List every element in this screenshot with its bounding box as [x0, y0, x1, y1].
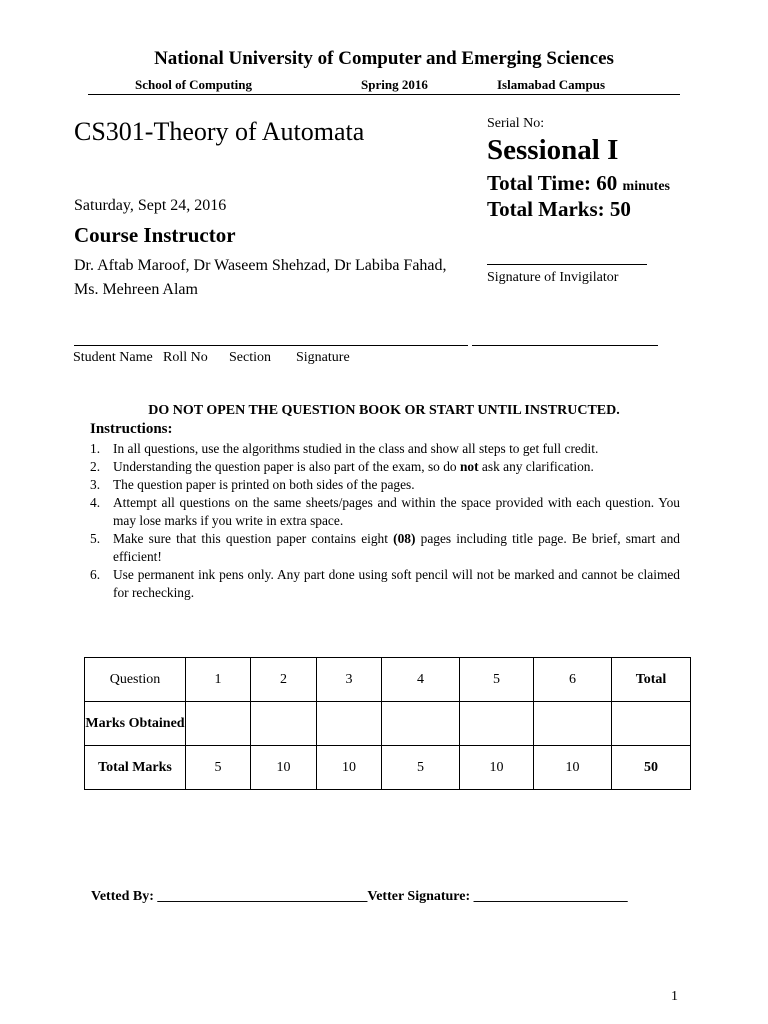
university-name: National University of Computer and Emerging Sciences	[154, 48, 614, 69]
serial-number-label: Serial No:	[487, 116, 545, 131]
total-time	[487, 171, 670, 196]
table-row-obtained	[85, 702, 691, 746]
student-signature-line	[472, 345, 658, 346]
marks-obtained-cell[interactable]	[186, 702, 251, 746]
instruction-item: 1. In all questions, use the algorithms studied in the class and show all steps to get full credit.	[90, 441, 599, 456]
instruction-item: 6. Use permanent ink pens only. Any part done using soft pencil will not be marked and cannot be claimed for rechecking.	[90, 567, 680, 600]
exam-date: Saturday, Sept 24, 2016	[74, 197, 227, 214]
section-label: Section	[229, 350, 271, 365]
total-marks-label: Total Marks	[85, 746, 186, 790]
total-header: Total	[612, 658, 691, 702]
marks-obtained-cell[interactable]	[460, 702, 534, 746]
total-marks-cell: 10	[460, 746, 534, 790]
total-marks-cell: 5	[382, 746, 460, 790]
question-header: Question	[85, 658, 186, 702]
campus-name: Islamabad Campus	[497, 77, 606, 92]
marks-obtained-cell[interactable]	[251, 702, 317, 746]
header-rule	[88, 94, 680, 95]
question-number: 6	[534, 658, 612, 702]
vetted-by-line: Vetted By: ______________________________Vetter Signature: ______________________	[91, 889, 628, 904]
warning-notice: DO NOT OPEN THE QUESTION BOOK OR START UNTIL INSTRUCTED.	[148, 403, 620, 418]
student-name-label: Student Name	[73, 350, 153, 365]
question-number: 5	[460, 658, 534, 702]
signature-label: Signature	[296, 350, 350, 365]
instructions-heading: Instructions:	[90, 421, 173, 437]
exam-term: Spring 2016	[361, 77, 428, 92]
marks-obtained-cell[interactable]	[317, 702, 382, 746]
invigilator-signature-line	[487, 264, 647, 265]
invigilator-signature-label: Signature of Invigilator	[487, 270, 619, 285]
total-marks-cell: 10	[534, 746, 612, 790]
instruction-item: 2. Understanding the question paper is also part of the exam, so do not ask any clarification.	[90, 459, 594, 474]
marks-table	[84, 657, 691, 790]
course-title: CS301-Theory of Automata	[74, 117, 365, 146]
marks-obtained-cell[interactable]	[534, 702, 612, 746]
instruction-item: 5. Make sure that this question paper contains eight (08) pages including title page. Be brief, smart and efficient!	[90, 531, 680, 564]
instruction-item: 3. The question paper is printed on both sides of the pages.	[90, 477, 415, 492]
table-row-total-marks	[85, 746, 691, 790]
instructions-list	[90, 440, 680, 602]
marks-obtained-total-cell[interactable]	[612, 702, 691, 746]
question-number: 1	[186, 658, 251, 702]
marks-obtained-cell[interactable]	[382, 702, 460, 746]
exam-name: Sessional I	[487, 134, 619, 166]
total-marks-cell: 5	[186, 746, 251, 790]
student-info-line	[74, 345, 468, 346]
grand-total-cell: 50	[612, 746, 691, 790]
total-marks-cell: 10	[317, 746, 382, 790]
total-marks-cell: 10	[251, 746, 317, 790]
question-number: 2	[251, 658, 317, 702]
total-time-value: Total Time: 60	[487, 171, 618, 195]
instructor-names: Dr. Aftab Maroof, Dr Waseem Shehzad, Dr Labiba Fahad, Ms. Mehreen Alam	[74, 257, 447, 298]
question-number: 3	[317, 658, 382, 702]
marks-obtained-label: Marks Obtained	[85, 702, 186, 746]
page-number: 1	[671, 989, 678, 1004]
instructor-heading: Course Instructor	[74, 223, 236, 247]
total-marks: Total Marks: 50	[487, 197, 631, 221]
total-time-unit: minutes	[622, 179, 670, 194]
school-name: School of Computing	[135, 77, 253, 92]
roll-no-label: Roll No	[163, 350, 208, 365]
table-row-question	[85, 658, 691, 702]
question-number: 4	[382, 658, 460, 702]
instruction-item: 4. Attempt all questions on the same sheets/pages and within the space provided with each question. You may lose marks if you write in extra space.	[90, 495, 680, 528]
